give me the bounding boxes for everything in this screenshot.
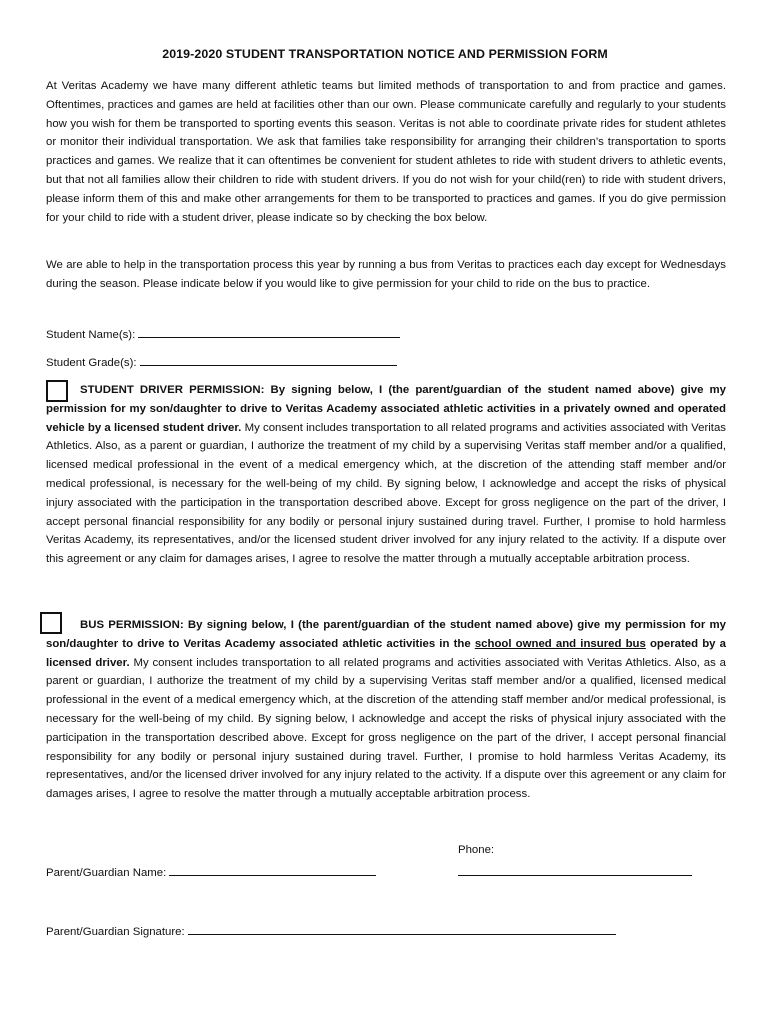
student-names-label: Student Name(s): — [46, 329, 136, 341]
bus-intro-paragraph: We are able to help in the transportation process this year by running a bus from Veritas to practices each day except for Wednesdays during the season. Please indicate below if you would like to give permission for your child to ride on the bus to practice. — [46, 259, 726, 290]
intro-paragraph: At Veritas Academy we have many different athletic teams but limited methods of transportation to and from practice and games. Oftentimes, practices and games are held at facilities other than our own. Please communicate carefully and regularly to your students how you wish for them be transported to sporting events this season. Veritas is not able to coordinate private rides for student athletes or monitor their individual transportation. We ask that families take responsibility for arranging their children’s transportation to sports practices and games. We realize that it can oftentimes be convenient for student athletes to ride with student drivers to athletic events, but that not all families allow their children to ride with student drivers. If you do not wish for your child(ren) to ride with student drivers, please inform them of this and make other arrangements for them to be transported to practices and games. If you do give permission for your child to ride with a student driver, please indicate so by checking the box below. — [46, 80, 726, 224]
parent-signature-line[interactable] — [188, 922, 616, 935]
phone-label: Phone: — [458, 844, 495, 856]
student-driver-paragraph — [46, 381, 726, 569]
parent-signature-label: Parent/Guardian Signature: — [46, 926, 185, 938]
parent-signature-field[interactable] — [46, 922, 616, 938]
student-names-field[interactable] — [46, 325, 400, 341]
form-title: 2019-2020 STUDENT TRANSPORTATION NOTICE AND PERMISSION FORM — [162, 47, 608, 61]
bus-heading-a: BUS PERMISSION: By signing below, I (the parent/guardian of the student named above) give my permission for my son/daughter to drive to Veritas Academy associated athletic activities in the — [46, 619, 726, 650]
phone-line[interactable] — [458, 863, 692, 876]
parent-name-field[interactable] — [46, 863, 376, 879]
parent-name-line[interactable] — [169, 863, 376, 876]
parent-name-label: Parent/Guardian Name: — [46, 867, 167, 879]
student-grades-field[interactable] — [46, 353, 397, 369]
phone-field[interactable] — [458, 863, 692, 879]
student-names-line[interactable] — [138, 325, 400, 338]
student-grades-label: Student Grade(s): — [46, 357, 137, 369]
student-driver-body: My consent includes transportation to all related programs and activities associated with Veritas Athletics. Also, as a parent or guardian, I authorize the treatment of my child by a supervising Veritas staff member and/or a qualified, licensed medical professional in the event of a medical emergency which, at the discretion of the attending staff member and/or medical professional, is necessary for the well-being of my child. By signing below, I acknowledge and accept the risks of physical injury associated with the participation in the transportation described above. Except for gross negligence on the part of the driver, I accept personal financial responsibility for any bodily or personal injury sustained during travel. Further, I promise to hold harmless Veritas Academy, its representatives, and/or the licensed student driver involved for any injury related to the activity. If a dispute over this agreement or any claim for damages arises, I agree to resolve the matter through a mutually acceptable arbitration process. — [46, 421, 726, 566]
student-grades-line[interactable] — [140, 353, 397, 366]
bus-heading-b: operated by a licensed driver. — [46, 637, 727, 669]
bus-paragraph — [46, 616, 726, 804]
bus-body: My consent includes transportation to all related programs and activities associated with Veritas Athletics. Also, as a parent or guardian, I authorize the treatment of my child by a supervising Veritas staff member and/or a qualified, licensed medical professional in the event of a medical emergency which, at the discretion of the attending staff member and/or medical professional, is necessary for the well-being of my child. By signing below, I acknowledge and accept the risks of physical injury associated with the participation in the transportation described above. Except for gross negligence on the part of the driver, I accept personal financial responsibility for any bodily or personal injury sustained during travel. Further, I promise to hold harmless Veritas Academy, its representatives, and/or the licensed driver involved for any injury related to the activity. If a dispute over this agreement or any claim for damages arises, I agree to resolve the matter through a mutually acceptable arbitration process. — [46, 656, 727, 801]
bus-heading-underlined: school owned and insured bus — [474, 637, 646, 650]
student-driver-heading: STUDENT DRIVER PERMISSION: By signing below, I (the parent/guardian of the student named above) give my permission for my son/daughter to drive to Veritas Academy associated athletic activities in a privately owned and operated vehicle by a licensed student driver. — [46, 384, 726, 434]
